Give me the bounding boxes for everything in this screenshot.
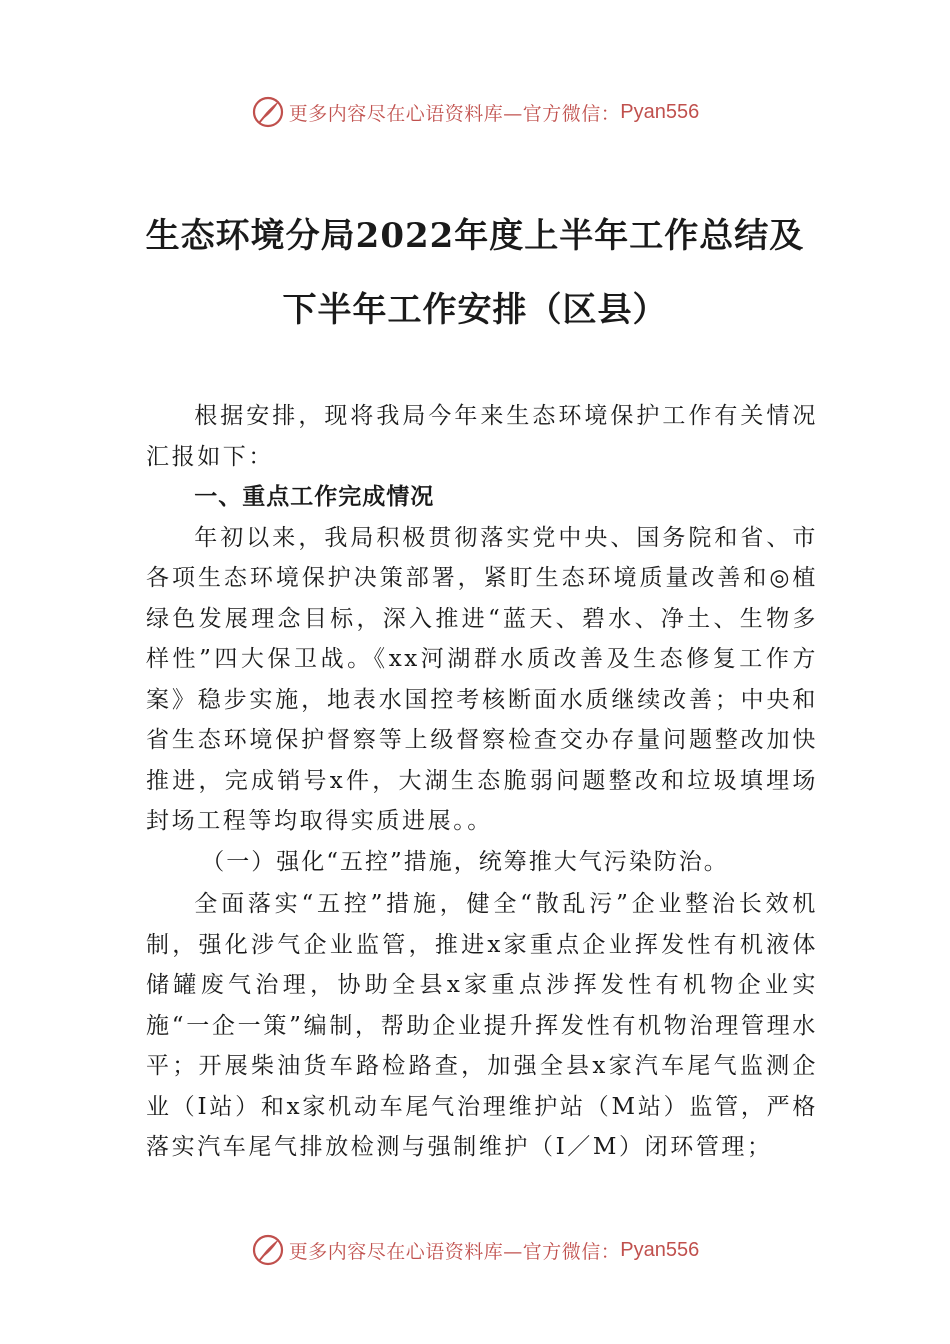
quill-logo-icon bbox=[251, 95, 285, 129]
watermark-text: 更多内容尽在心语资料库—官方微信： bbox=[288, 102, 621, 125]
subsection-1-paragraph: 全面落实“五控”措施，健全“散乱污”企业整治长效机制，强化涉气企业监管，推进x家重点企业挥发性有机液体储罐废气治理，协助全县x家重点涉挥发性有机物企业实施“一企一策”编制，帮助企业提升挥发性有机物治理管理水平；开展柴油货车路检路查，加强全县x家汽车尾气监测企业（I站）和x家机动车尾气治理维护站（M站）监管，严格落实汽车尾气排放检测与强制维护（I／M）闭环管理； bbox=[146, 891, 818, 1160]
intro-paragraph: 根据安排，现将我局今年来生态环境保护工作有关情况汇报如下： bbox=[146, 403, 818, 470]
watermark-wechat-id: Pyan556 bbox=[620, 1238, 700, 1261]
section-1-paragraph: 年初以来，我局积极贯彻落实党中央、国务院和省、市各项生态环境保护决策部署，紧盯生态环境质量改善和◎植绿色发展理念目标，深入推进“蓝天、碧水、净土、生物多样性”四大保卫战。《xx河湖群水质改善及生态修复工作方案》稳步实施，地表水国控考核断面水质继续改善；中央和省生态环境保护督察等上级督察检查交办存量问题整改加快推进，完成销号x件，大湖生态脆弱问题整改和垃圾填埋场封场工程等均取得实质进展。。 bbox=[146, 524, 818, 834]
document-body bbox=[146, 396, 818, 1168]
document-title-line-1: 生态环境分局2022年度上半年工作总结及 bbox=[145, 216, 805, 256]
watermark-wechat-id: Pyan556 bbox=[620, 100, 700, 123]
quill-logo-icon bbox=[251, 1233, 285, 1267]
watermark-footer bbox=[0, 1233, 950, 1267]
document-title-line-2: 下半年工作安排（区县） bbox=[282, 290, 668, 330]
watermark-header bbox=[0, 95, 950, 129]
section-heading-1: 一、重点工作完成情况 bbox=[194, 484, 435, 510]
subsection-heading-1: （一）强化“五控”措施，统筹推大气污染防治。 bbox=[201, 848, 729, 875]
watermark-text: 更多内容尽在心语资料库—官方微信： bbox=[288, 1240, 621, 1263]
